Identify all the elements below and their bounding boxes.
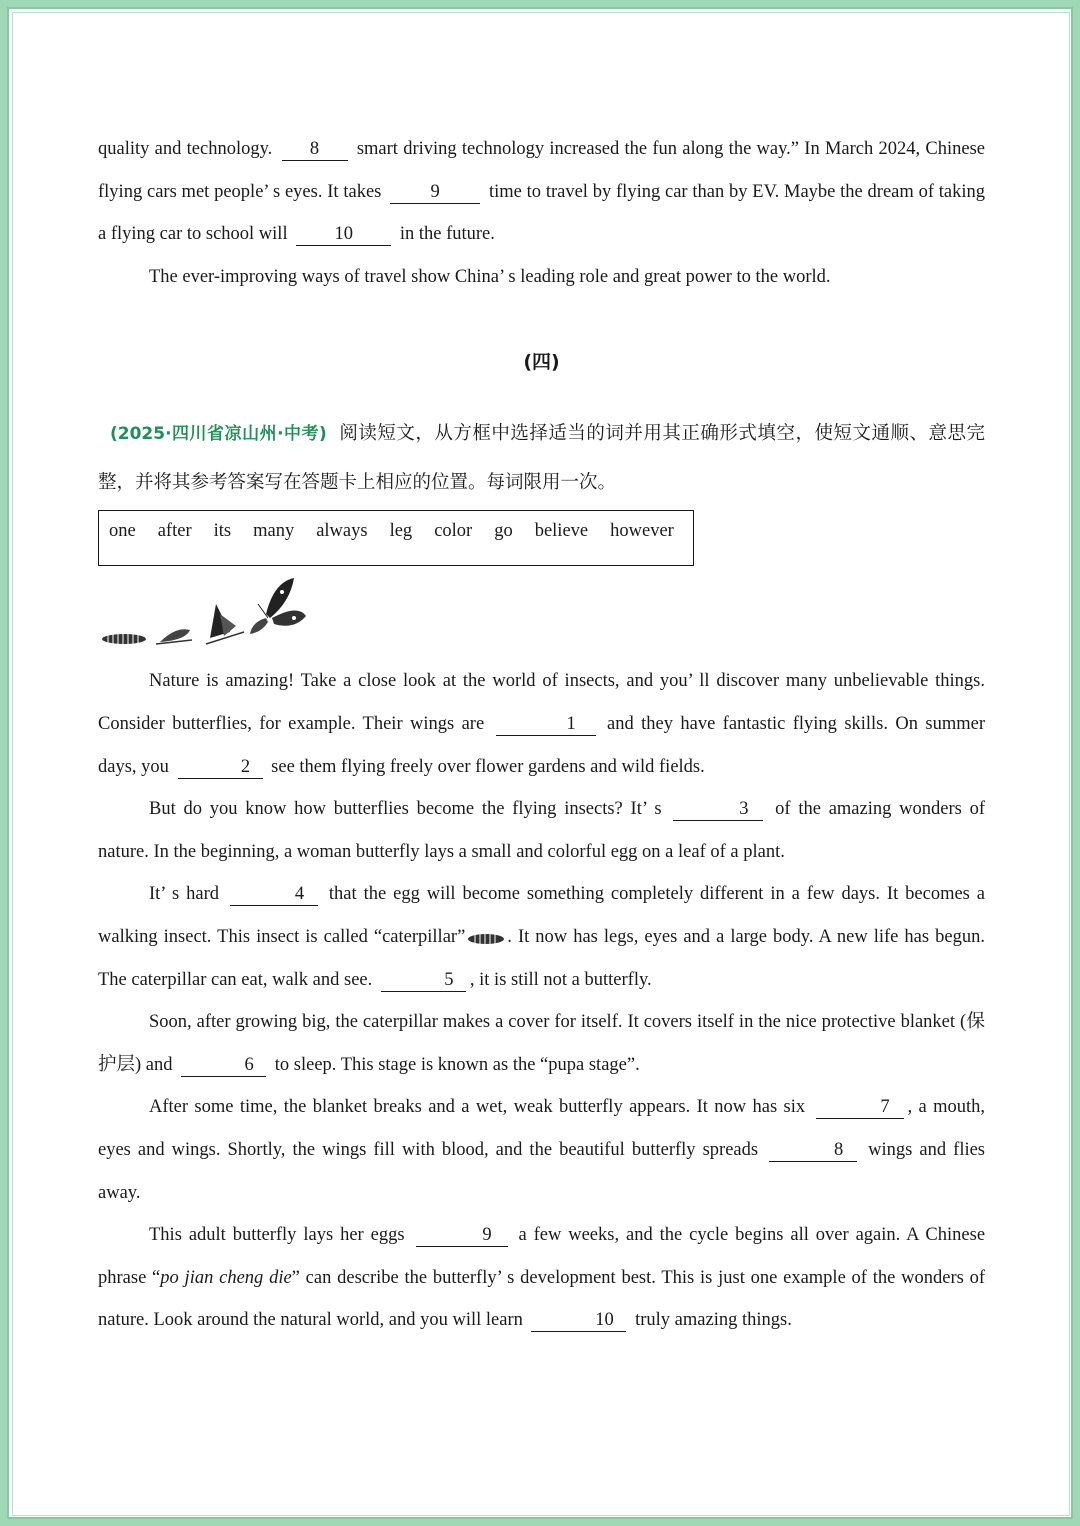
paragraph: It’ s hard 4 that the egg will become something completely different in a few days. It becomes a walking insect. This insect is called “caterpillar” . It now has legs, eyes and a large body. A new life has begun. The caterpillar can eat, walk and see. 5 , it is still not a butterfly. <box>98 884 986 990</box>
butterfly-life-cycle-icon <box>98 574 985 660</box>
paragraph: The ever-improving ways of travel show China’ s leading role and great power to the world. <box>149 266 831 287</box>
word-bank-item: one <box>109 521 136 542</box>
word-bank-item: after <box>157 521 192 542</box>
word-bank-box <box>98 510 694 566</box>
answer-blank-9[interactable]: 9 <box>390 181 480 204</box>
paragraph: quality and technology. 8 smart driving technology increased the fun along the way.” In March 2024, Chinese flying cars met people’ s eyes. It takes 9 time to travel by flying car than by EV. Maybe the dream of taking a flying car to school will 10 in the future. <box>98 139 986 245</box>
word-bank-item: go <box>494 521 513 542</box>
caterpillar-icon <box>467 931 505 945</box>
answer-blank-10[interactable]: 10 <box>296 223 391 246</box>
word-bank-item: however <box>610 521 674 542</box>
answer-blank-1[interactable]: 1 <box>496 713 596 736</box>
paragraph: After some time, the blanket breaks and a wet, weak butterfly appears. It now has six 7 , a mouth, eyes and wings. Shortly, the wings fill with blood, and the beautiful butterfly spreads 8 wings and flies away. <box>98 1097 986 1203</box>
word-bank-item: always <box>316 521 368 542</box>
chinese-phrase: po jian cheng die <box>160 1267 292 1288</box>
butterfly-icon <box>250 578 306 634</box>
answer-blank-7[interactable]: 7 <box>816 1096 904 1119</box>
word-bank-item: color <box>434 521 473 542</box>
caterpillar-icon <box>102 634 146 644</box>
paragraph: Nature is amazing! Take a close look at the world of insects, and you’ ll discover many unbelievable things. Consider butterflies, for example. Their wings are 1 and they have fantastic flying skills. On summer days, you 2 see them flying freely over flower gardens and wild fields. <box>98 671 986 777</box>
paragraph: Soon, after growing big, the caterpillar makes a cover for itself. It covers itself in the nice protective blanket (保护层) and 6 to sleep. This stage is known as the “pupa stage”. <box>98 1012 985 1075</box>
emerging-butterfly-icon <box>206 604 244 644</box>
instructions: (2025·四川省凉山州·中考) 阅读短文，从方框中选择适当的词并用其正确形式填空，使短文通顺、意思完整，并将其参考答案写在答题卡上相应的位置。每词限用一次。 <box>98 424 985 494</box>
answer-blank-8[interactable]: 8 <box>769 1139 857 1162</box>
question-source: (2025·四川省凉山州·中考) <box>110 424 327 445</box>
word-bank-item: leg <box>389 521 413 542</box>
answer-blank-10[interactable]: 10 <box>531 1309 626 1332</box>
pupa-icon <box>156 630 192 645</box>
paragraph: This adult butterfly lays her eggs 9 a few weeks, and the cycle begins all over again. A Chinese phrase “po jian cheng die” can describe the butterfly’ s development best. This is just one example of the wonders of nature. Look around the natural world, and you will learn 10 truly amazing things. <box>98 1225 986 1331</box>
answer-blank-3[interactable]: 3 <box>673 798 763 821</box>
section-title: (四) <box>523 351 560 374</box>
answer-blank-8[interactable]: 8 <box>282 138 348 161</box>
answer-blank-6[interactable]: 6 <box>181 1054 266 1077</box>
answer-blank-9[interactable]: 9 <box>416 1224 508 1247</box>
answer-blank-4[interactable]: 4 <box>230 883 318 906</box>
word-bank-item: believe <box>534 521 589 542</box>
document-content <box>98 128 985 1342</box>
answer-blank-2[interactable]: 2 <box>178 756 263 779</box>
word-bank-item: many <box>253 521 295 542</box>
answer-blank-5[interactable]: 5 <box>381 969 466 992</box>
word-bank-item: its <box>213 521 232 542</box>
paragraph: But do you know how butterflies become the flying insects? It’ s 3 of the amazing wonders of nature. In the beginning, a woman butterfly lays a small and colorful egg on a leaf of a plant. <box>98 799 986 862</box>
